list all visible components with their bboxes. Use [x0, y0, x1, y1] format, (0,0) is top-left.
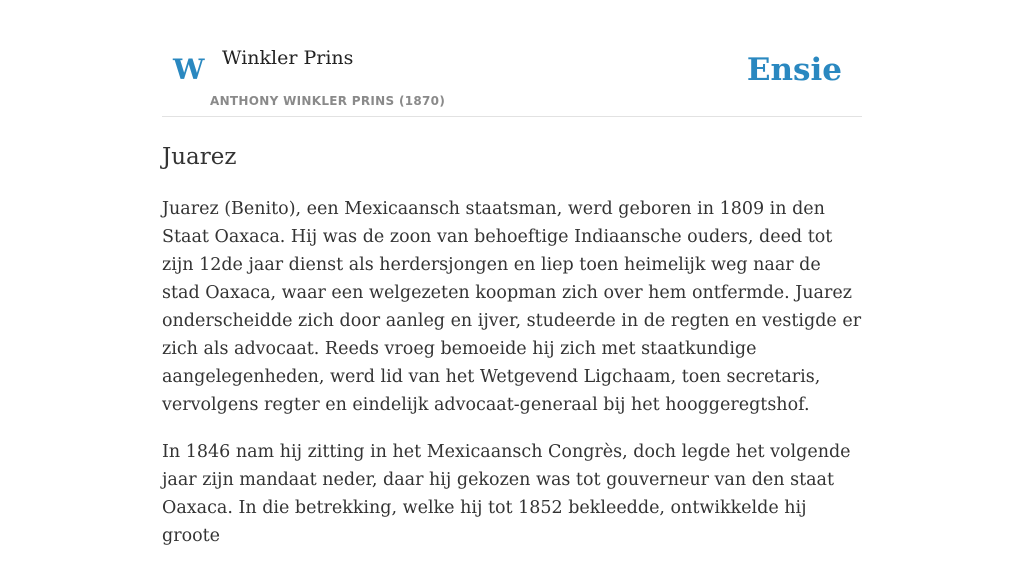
source-subtitle: ANTHONY WINKLER PRINS (1870): [210, 94, 446, 108]
article-paragraph-1: Juarez (Benito), een Mexicaansch staatsman, werd geboren in 1809 in den Staat Oaxaca. Hij was de zoon van behoeftige Indiaansche ouders, deed tot zijn 12de jaar dienst als herdersjongen en liep toen heimelijk weg naar de stad Oaxaca, waar een welgezeten koopman zich over hem ontfermde. Juarez onderscheidde zich door aanleg en ijver, studeerde in de regten en vestigde er zich als advocaat. Reeds vroeg bemoeide hij zich met staatkundige aangelegenheden, werd lid van het Wetgevend Ligchaam, toen secretaris, vervolgens regter en eindelijk advocaat-generaal bij het hooggeregtshof.: [162, 199, 862, 415]
article-page: [162, 0, 862, 569]
article-paragraph-2: In 1846 nam hij zitting in het Mexicaansch Congrès, doch legde het volgende jaar zijn mandaat neder, daar hij gekozen was tot gouverneur van den staat Oaxaca. In die betrekking, welke hij tot 1852 bekleedde, ontwikkelde hij groote: [162, 442, 851, 546]
brand-logo-link[interactable]: Ensie: [746, 52, 842, 88]
source-logo-icon[interactable]: W: [173, 53, 205, 86]
source-header: [162, 0, 862, 117]
article-body: [162, 195, 862, 550]
article-title: Juarez: [162, 144, 237, 170]
source-name-link[interactable]: Winkler Prins: [222, 47, 354, 69]
